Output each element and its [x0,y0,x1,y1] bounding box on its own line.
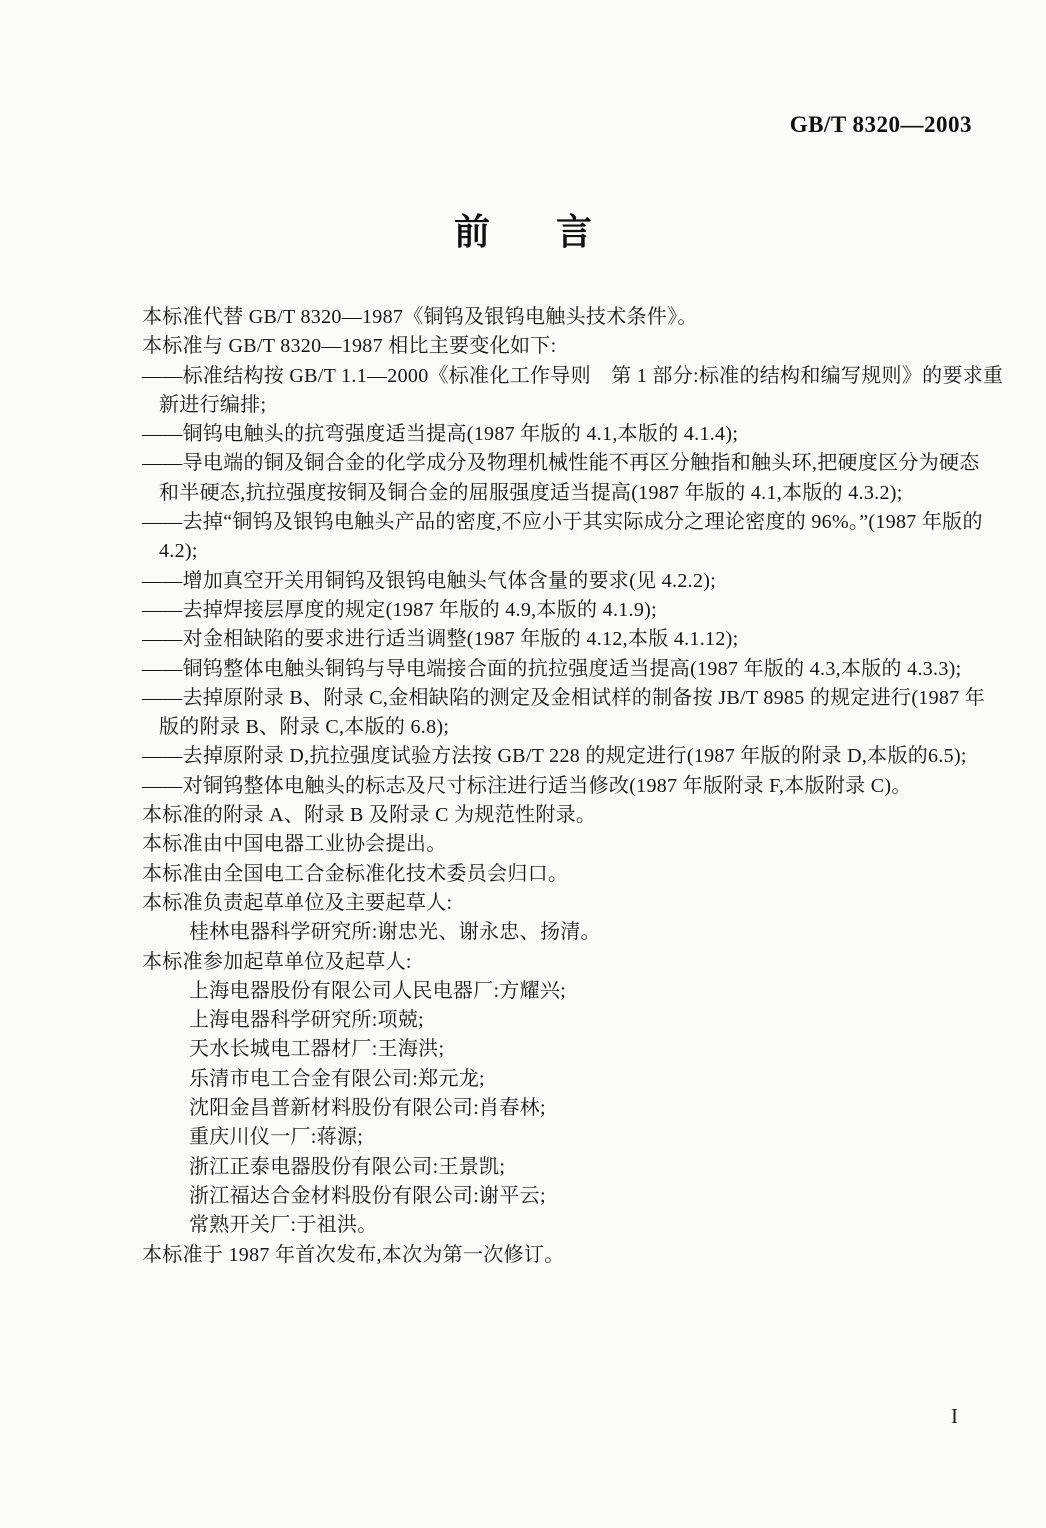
foreword-line: 沈阳金昌普新材料股份有限公司:肖春林; [189,1097,546,1120]
foreword-line: 版的附录 B、附录 C,本版的 6.8); [159,716,450,739]
foreword-line: ——增加真空开关用铜钨及银钨电触头气体含量的要求(见 4.2.2); [142,569,717,592]
foreword-line: ——标准结构按 GB/T 1.1—2000《标准化工作导则 第 1 部分:标准的结构和编写规则》的要求重 [142,364,1004,387]
foreword-line: ——对金相缺陷的要求进行适当调整(1987 年版的 4.12,本版 4.1.12); [142,628,739,651]
foreword-line: ——导电端的铜及铜合金的化学成分及物理机械性能不再区分触指和触头环,把硬度区分为硬态 [142,452,980,475]
foreword-line: 浙江福达合金材料股份有限公司:谢平云; [189,1184,546,1207]
foreword-line: ——去掉“铜钨及银钨电触头产品的密度,不应小于其实际成分之理论密度的 96%。”(1987 年版的 [142,511,983,534]
foreword-line: 重庆川仪一厂:蒋源; [189,1126,364,1149]
page-number: I [951,1404,958,1428]
foreword-line: 本标准参加起草单位及起草人: [142,950,412,973]
foreword-line: 本标准由中国电器工业协会提出。 [142,833,447,856]
foreword-line: 天水长城电工器材厂:王海洪; [189,1038,445,1061]
foreword-line: 本标准代替 GB/T 8320—1987《铜钨及银钨电触头技术条件》。 [142,306,698,328]
page-title-char-2: 言 [556,212,593,252]
foreword-line: ——去掉原附录 B、附录 C,金相缺陷的测定及金相试样的制备按 JB/T 8985 的规定进行(1987 年 [142,686,986,709]
foreword-line: ——去掉原附录 D,抗拉强度试验方法按 GB/T 228 的规定进行(1987 年版的附录 D,本版的6.5); [142,745,967,768]
foreword-line: 乐清市电工合金有限公司:郑元龙; [189,1067,485,1090]
foreword-line: 本标准由全国电工合金标准化技术委员会归口。 [142,862,569,885]
foreword-line: 本标准的附录 A、附录 B 及附录 C 为规范性附录。 [142,804,597,827]
foreword-line: ——去掉焊接层厚度的规定(1987 年版的 4.9,本版的 4.1.9); [142,598,657,621]
foreword-line: 常熟开关厂:于祖洪。 [189,1214,378,1237]
foreword-line: 浙江正泰电器股份有限公司:王景凯; [189,1155,506,1178]
foreword-line: 4.2); [159,540,198,563]
foreword-line: 本标准负责起草单位及主要起草人: [142,891,453,914]
foreword-body [142,303,1004,1270]
foreword-line: ——铜钨整体电触头铜钨与导电端接合面的抗拉强度适当提高(1987 年版的 4.3,本版的 4.3.3); [142,657,962,680]
foreword-line: 本标准于 1987 年首次发布,本次为第一次修订。 [142,1243,565,1266]
foreword-line: ——对铜钨整体电触头的标志及尺寸标注进行适当修改(1987 年版附录 F,本版附录 C)。 [142,774,912,797]
foreword-line: 和半硬态,抗拉强度按铜及铜合金的屈服强度适当提高(1987 年版的 4.1,本版的 4.3.2); [159,481,903,504]
foreword-line: 新进行编排; [159,393,267,416]
foreword-line: 本标准与 GB/T 8320—1987 相比主要变化如下: [142,335,557,358]
standard-code: GB/T 8320—2003 [789,112,972,137]
page-title-char-1: 前 [453,212,490,252]
foreword-line: 上海电器科学研究所:项兢; [189,1009,425,1032]
foreword-line: ——铜钨电触头的抗弯强度适当提高(1987 年版的 4.1,本版的 4.1.4); [142,423,739,446]
foreword-line: 上海电器股份有限公司人民电器厂:方耀兴; [189,979,567,1002]
foreword-line: 桂林电器科学研究所:谢忠光、谢永忠、扬清。 [189,921,601,944]
page-title [0,204,1046,255]
